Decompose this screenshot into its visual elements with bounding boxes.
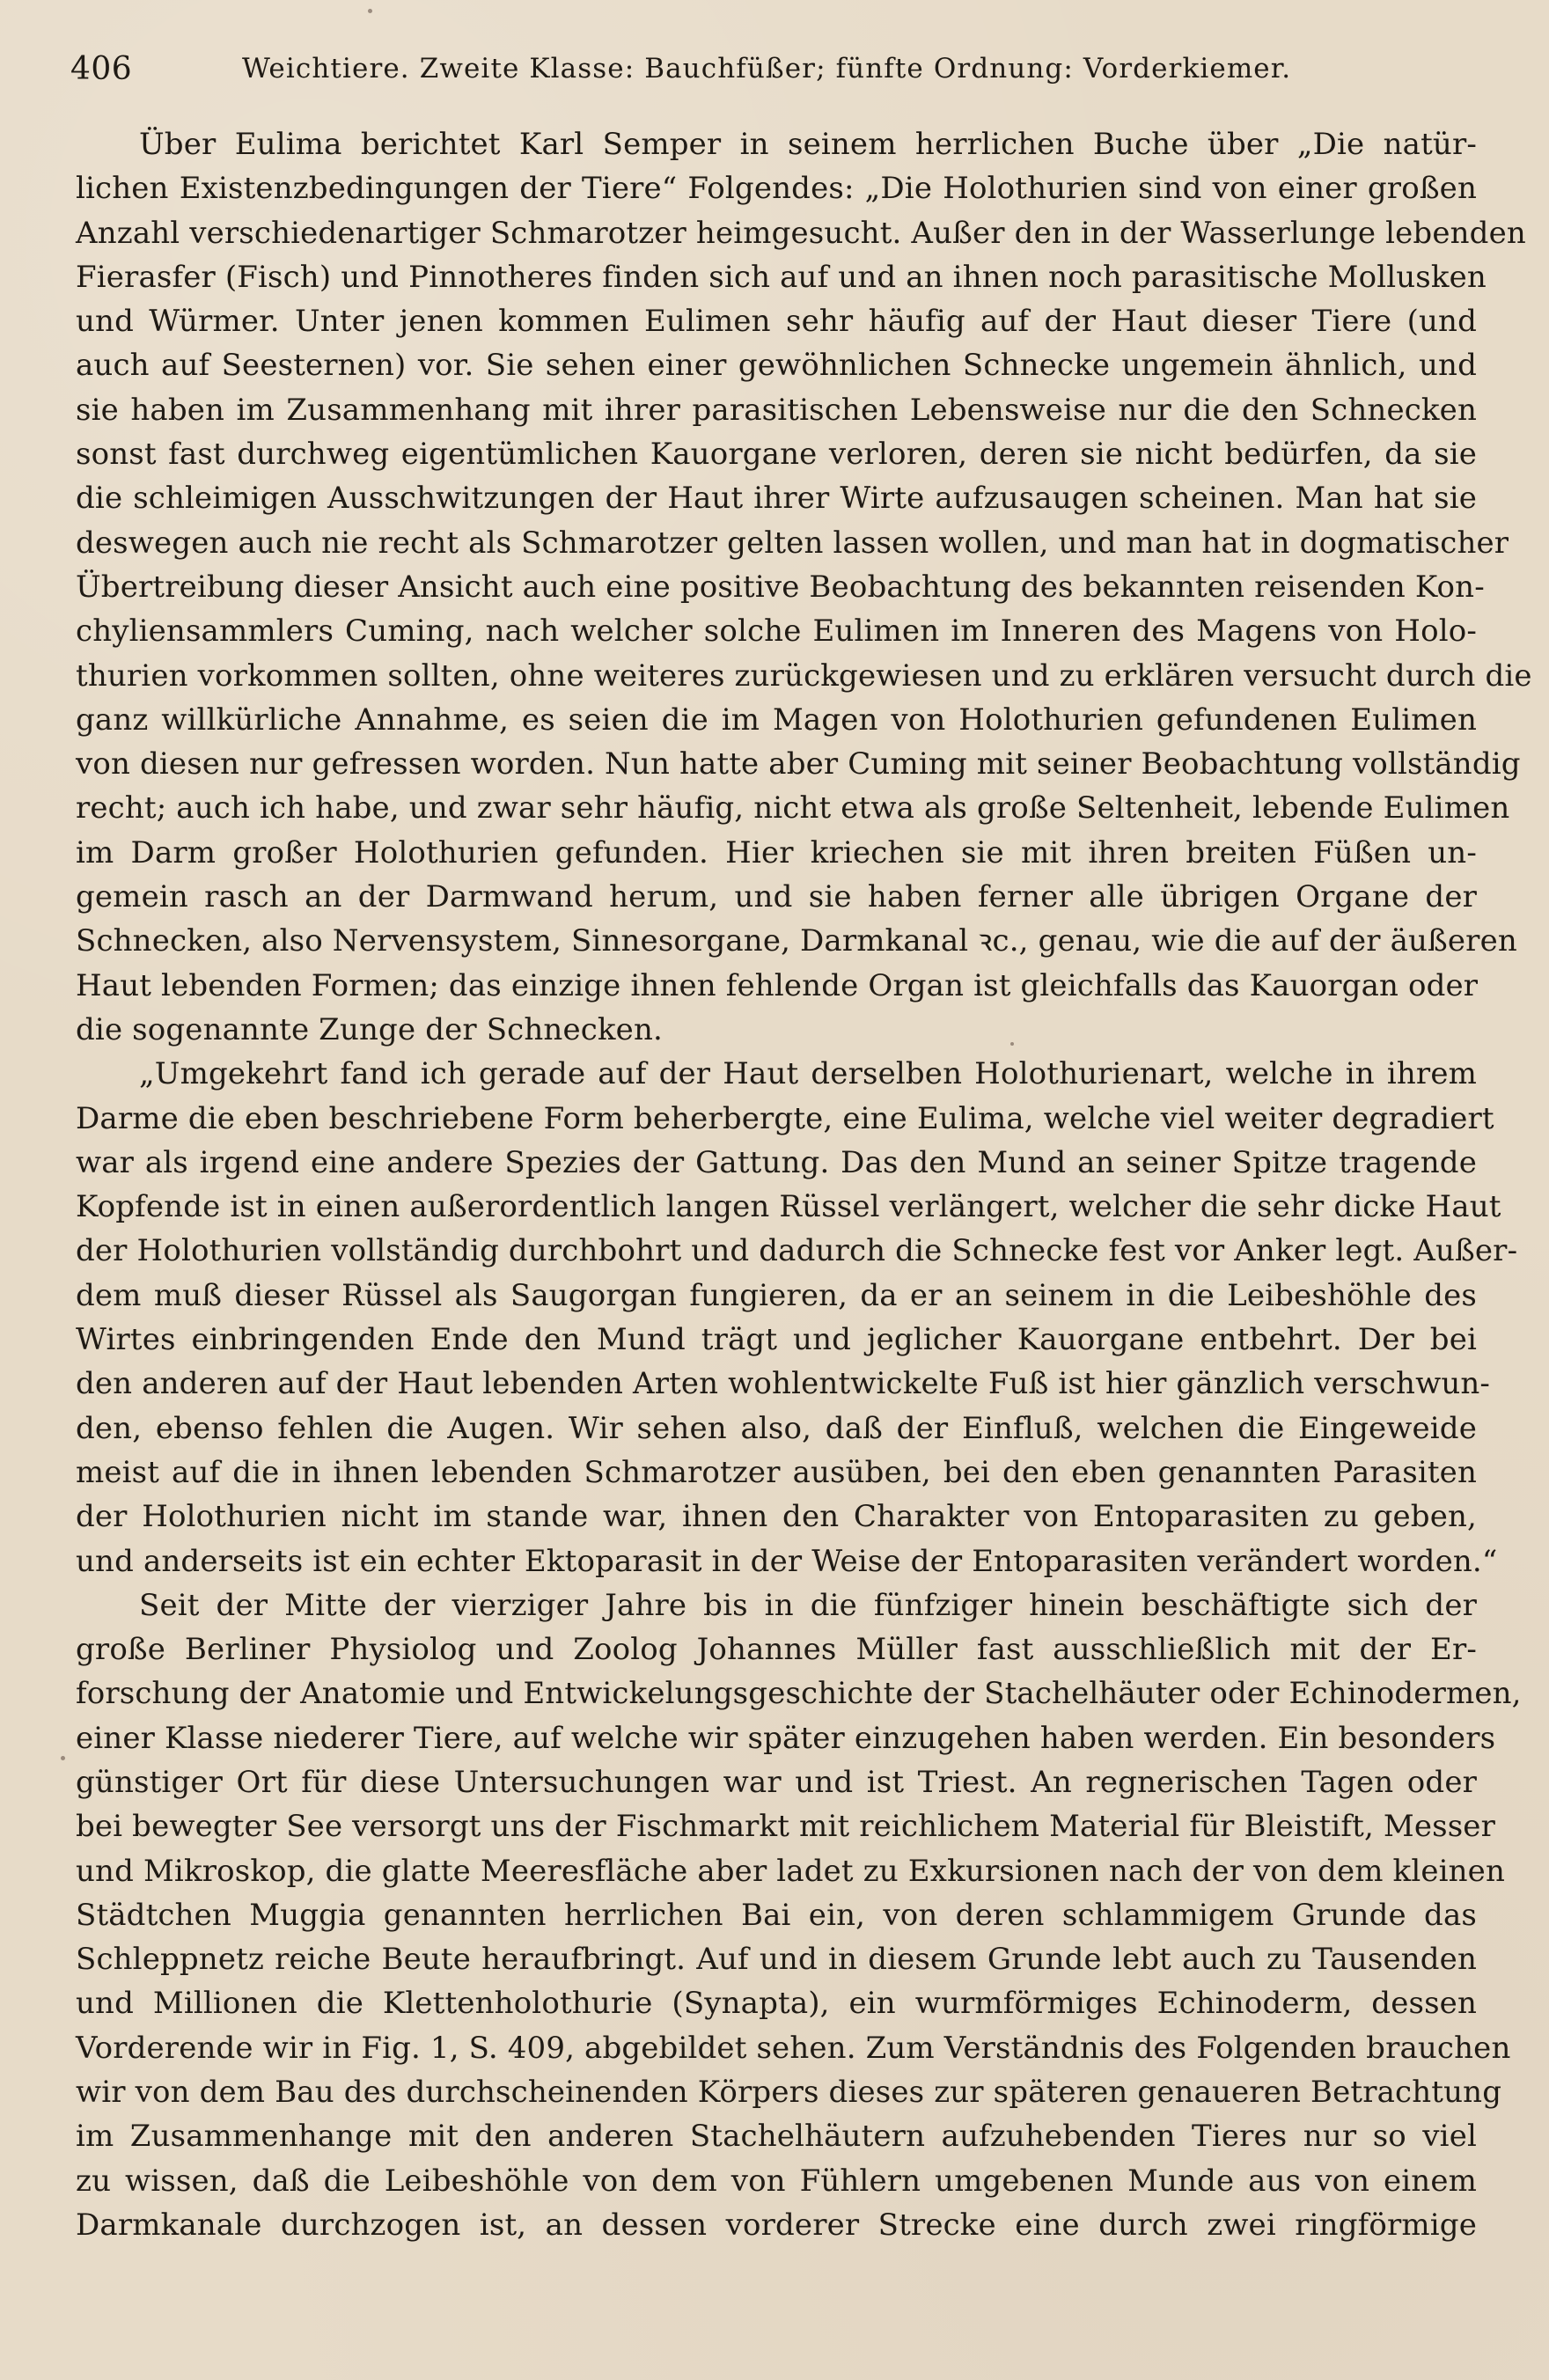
text-line-37: einer Klasse niederer Tiere, auf welche wir später einzugehen haben werden. Ein besonders [76,1720,1496,1756]
text-line-34: Seit der Mitte der vierziger Jahre bis in die fünfziger hinein beschäftigte sich der [139,1587,1477,1623]
text-line-48: Darmkanale durchzogen ist, an dessen vorderer Strecke eine durch zwei ringförmige [76,2207,1477,2243]
text-line-07: sie haben im Zusammenhang mit ihrer parasitischen Lebensweise nur die den Schnecken [76,392,1477,428]
text-line-26: der Holothurien vollständig durchbohrt und dadurch die Schnecke fest vor Anker legt. Außer- [76,1233,1518,1269]
text-line-35: große Berliner Physiolog und Zoolog Johannes Müller fast ausschließlich mit der Er- [76,1632,1477,1668]
page-header [62,51,1479,90]
text-line-06: auch auf Seesternen) vor. Sie sehen einer gewöhnlichen Schnecke ungemein ähnlich, und [76,348,1477,384]
text-line-01: Über Eulima berichtet Karl Semper in seinem herrlichen Buche über „Die natür- [139,127,1477,162]
text-line-04: Fierasfer (Fisch) und Pinnotheres finden sich auf und an ihnen noch parasitische Mollusken [76,259,1487,295]
print-speck [1010,1042,1014,1046]
text-line-17: im Darm großer Holothurien gefunden. Hier kriechen sie mit ihren breiten Füßen un- [76,834,1477,870]
text-line-39: bei bewegter See versorgt uns der Fischmarkt mit reichlichem Material für Bleistift, Messer [76,1809,1495,1845]
text-line-11: Übertreibung dieser Ansicht auch eine positive Beobachtung des bekannten reisenden Kon- [76,569,1485,605]
text-line-10: deswegen auch nie recht als Schmarotzer gelten lassen wollen, und man hat in dogmatischer [76,525,1509,561]
text-line-46: im Zusammenhange mit den anderen Stachelhäutern aufzuhebenden Tieres nur so viel [76,2119,1477,2155]
text-line-32: der Holothurien nicht im stande war, ihnen den Charakter von Entoparasiten zu geben, [76,1499,1477,1535]
text-line-28: Wirtes einbringenden Ende den Mund trägt und jeglicher Kauorgane entbehrt. Der bei [76,1322,1477,1358]
text-line-47: zu wissen, daß die Leibeshöhle von dem von Fühlern umgebenen Munde aus von einem [76,2163,1477,2199]
text-line-27: dem muß dieser Rüssel als Saugorgan fungieren, da er an seinem in die Leibeshöhle des [76,1277,1477,1313]
text-line-24: war als irgend eine andere Spezies der Gattung. Das den Mund an seiner Spitze tragende [76,1144,1477,1180]
print-speck [368,9,372,13]
text-line-45: wir von dem Bau des durchscheinenden Körpers dieses zur späteren genaueren Betrachtung [76,2075,1502,2111]
text-line-21: die sogenannte Zunge der Schnecken. [76,1011,663,1047]
text-line-13: thurien vorkommen sollten, ohne weiteres zurückgewiesen und zu erklären versucht durch die [76,657,1532,694]
page-number: 406 [70,51,133,87]
text-line-02: lichen Existenzbedingungen der Tiere“ Folgendes: „Die Holothurien sind von einer großen [76,171,1477,207]
text-line-12: chyliensammlers Cuming, nach welcher solche Eulimen im Inneren des Magens von Holo- [76,613,1477,650]
text-line-16: recht; auch ich habe, und zwar sehr häufig, nicht etwa als große Seltenheit, lebende Eulimen [76,790,1510,826]
text-line-29: den anderen auf der Haut lebenden Arten wohlentwickelte Fuß ist hier gänzlich verschwun- [76,1366,1491,1402]
text-line-22: „Umgekehrt fand ich gerade auf der Haut derselben Holothurienart, welche in ihrem [139,1056,1477,1092]
text-line-36: forschung der Anatomie und Entwickelungsgeschichte der Stachelhäuter oder Echinodermen, [76,1676,1522,1712]
text-line-20: Haut lebenden Formen; das einzige ihnen fehlende Organ ist gleichfalls das Kauorgan oder [76,967,1479,1003]
text-line-18: gemein rasch an der Darmwand herum, und sie haben ferner alle übrigen Organe der [76,879,1477,915]
text-line-30: den, ebenso fehlen die Augen. Wir sehen also, daß der Einfluß, welchen die Eingeweide [76,1410,1477,1446]
text-line-44: Vorderende wir in Fig. 1, S. 409, abgebildet sehen. Zum Verständnis des Folgenden brauchen [76,2030,1511,2066]
text-line-19: Schnecken, also Nervensystem, Sinnesorgane, Darmkanal ꝛc., genau, wie die auf der äußeren [76,923,1517,959]
text-line-40: und Mikroskop, die glatte Meeresfläche aber ladet zu Exkursionen nach der von dem kleinen [76,1853,1505,1889]
body-text [76,122,1532,2247]
text-line-25: Kopfende ist in einen außerordentlich langen Rüssel verlängert, welcher die sehr dicke Haut [76,1189,1501,1225]
text-line-05: und Würmer. Unter jenen kommen Eulimen sehr häufig auf der Haut dieser Tiere (und [76,304,1477,340]
text-line-33: und anderseits ist ein echter Ektoparasit in der Weise der Entoparasiten verändert worden.“ [76,1543,1498,1579]
print-speck [61,1756,65,1760]
text-line-42: Schleppnetz reiche Beute heraufbringt. Auf und in diesem Grunde lebt auch zu Tausenden [76,1942,1477,1978]
text-line-08: sonst fast durchweg eigentümlichen Kauorgane verloren, deren sie nicht bedürfen, da sie [76,437,1477,473]
text-line-15: von diesen nur gefressen worden. Nun hatte aber Cuming mit seiner Beobachtung vollständig [76,746,1521,782]
text-line-38: günstiger Ort für diese Untersuchungen war und ist Triest. An regnerischen Tagen oder [76,1764,1477,1800]
running-head: Weichtiere. Zweite Klasse: Bauchfüßer; fünfte Ordnung: Vorderkiemer. [242,53,1292,84]
text-line-41: Städtchen Muggia genannten herrlichen Bai ein, von deren schlammigem Grunde das [76,1897,1477,1933]
text-line-14: ganz willkürliche Annahme, es seien die im Magen von Holothurien gefundenen Eulimen [76,702,1477,738]
text-line-03: Anzahl verschiedenartiger Schmarotzer heimgesucht. Außer den in der Wasserlunge lebenden [76,215,1526,251]
text-line-09: die schleimigen Ausschwitzungen der Haut ihrer Wirte aufzusaugen scheinen. Man hat sie [76,481,1477,517]
text-line-31: meist auf die in ihnen lebenden Schmarotzer ausüben, bei den eben genannten Parasiten [76,1454,1477,1490]
text-line-43: und Millionen die Klettenholothurie (Synapta), ein wurmförmiges Echinoderm, dessen [76,1986,1477,2022]
text-line-23: Darme die eben beschriebene Form beherbergte, eine Eulima, welche viel weiter degradiert [76,1100,1494,1136]
